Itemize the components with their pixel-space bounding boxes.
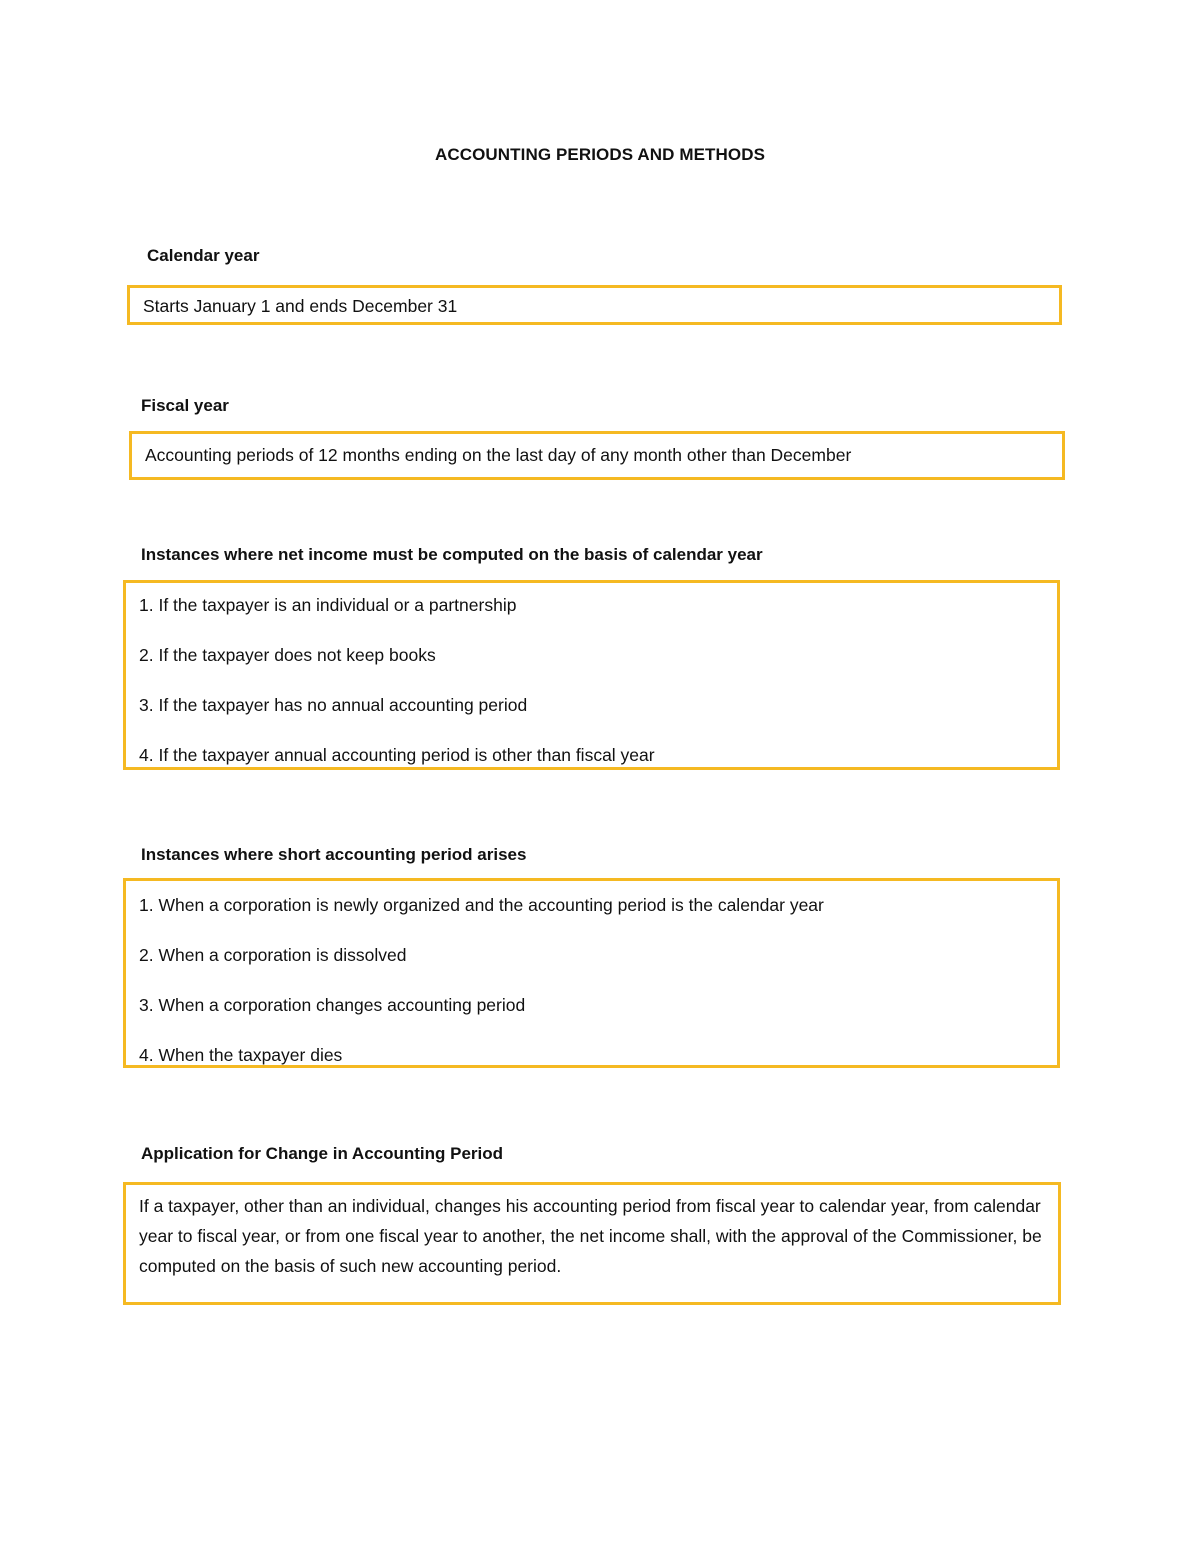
change-application-text: If a taxpayer, other than an individual, changes his accounting period from fiscal year to calendar year, from calendar year to fiscal year, or from one fiscal year to another, the net income shall, with the approval of the Commissioner, be computed on the basis of such new accounting period. (139, 1196, 1042, 1276)
list-item: 3. When a corporation changes accounting period (139, 995, 526, 1015)
list-item: 4. When the taxpayer dies (139, 1045, 343, 1065)
calendar-basis-box (123, 580, 1060, 770)
page-title: ACCOUNTING PERIODS AND METHODS (434, 145, 766, 164)
calendar-year-text: Starts January 1 and ends December 31 (143, 296, 458, 316)
list-item: 2. If the taxpayer does not keep books (139, 645, 436, 665)
list-item: 4. If the taxpayer annual accounting period is other than fiscal year (139, 745, 655, 765)
fiscal-year-box (129, 431, 1065, 480)
list-item: 1. If the taxpayer is an individual or a partnership (139, 595, 517, 615)
list-item: 2. When a corporation is dissolved (139, 945, 407, 965)
list-item: 3. If the taxpayer has no annual accounting period (139, 695, 528, 715)
calendar-year-box (127, 285, 1062, 325)
calendar-year-heading: Calendar year (147, 246, 260, 265)
change-application-box (123, 1182, 1061, 1305)
list-item: 1. When a corporation is newly organized and the accounting period is the calendar year (139, 895, 824, 915)
change-application-heading: Application for Change in Accounting Period (141, 1144, 504, 1163)
short-period-box (123, 878, 1060, 1068)
short-period-heading: Instances where short accounting period arises (141, 845, 527, 864)
fiscal-year-text: Accounting periods of 12 months ending on the last day of any month other than December (145, 445, 852, 465)
calendar-basis-heading: Instances where net income must be computed on the basis of calendar year (141, 545, 763, 564)
fiscal-year-heading: Fiscal year (141, 396, 229, 415)
